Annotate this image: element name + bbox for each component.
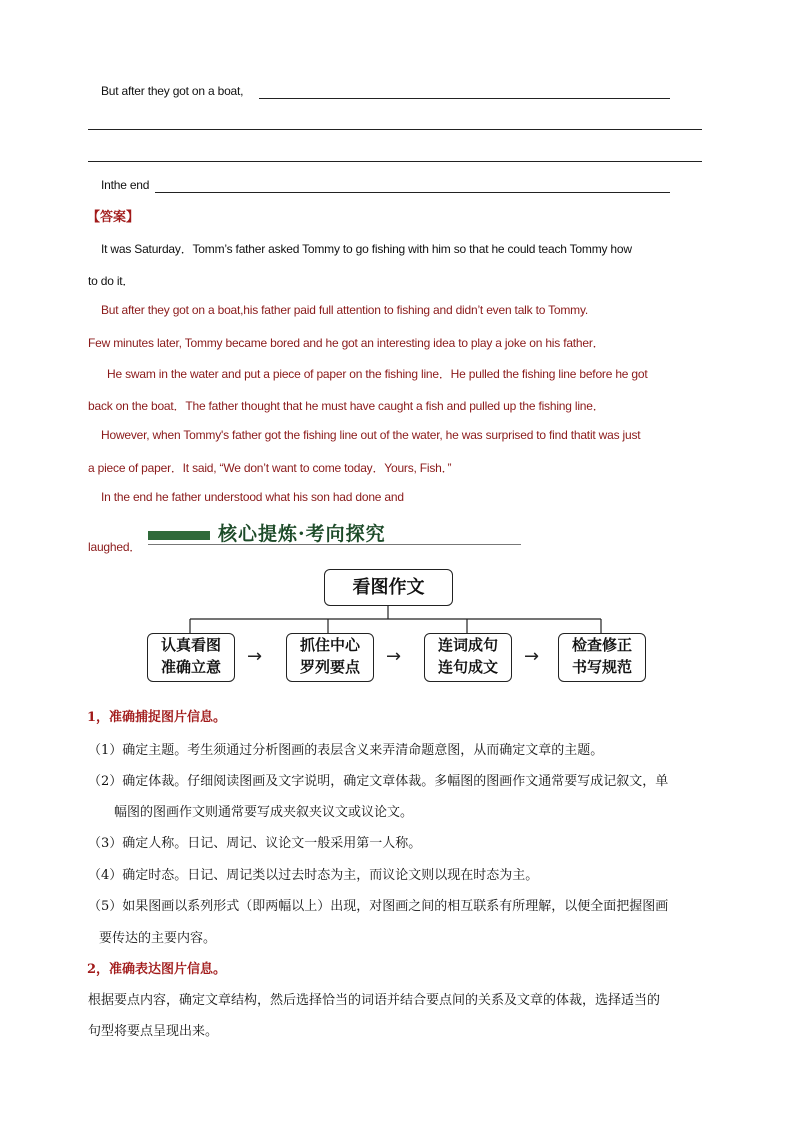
step-4-line1: 检查修正 xyxy=(571,636,632,654)
answer-p3-line2: back on the boat．The father thought that he must have caught a fish and pulled up the fishing line． xyxy=(88,399,605,413)
arrow-icon: → xyxy=(386,646,402,667)
section1-item: 幅图的图画作文则通常要写成夹叙夹议文或议论文。 xyxy=(114,805,414,820)
answer-p4-line2: a piece of paper．It said, “We don’t want to come today．Yours, Fish．” xyxy=(88,461,452,475)
arrow-icon: → xyxy=(524,646,540,667)
diagram-step-2 xyxy=(286,633,374,682)
section1-heading: 1，准确捕捉图片信息。 xyxy=(87,710,227,725)
answer-p3-line1: He swam in the water and put a piece of paper on the fishing line．He pulled the fishing line before he got xyxy=(107,367,648,381)
answer-p4-line1: However, when Tommy's father got the fishing line out of the water, he was surprised to find thatit was just xyxy=(101,428,641,442)
answer-label: 【答案】 xyxy=(87,210,140,225)
answer-p1-line2: to do it． xyxy=(88,274,135,288)
step-2-line2: 罗列要点 xyxy=(299,658,360,676)
end-prompt: Inthe end xyxy=(101,178,150,192)
arrow-icon: → xyxy=(247,646,263,667)
diagram-step-4 xyxy=(558,633,646,682)
answer-p2-line1: But after they got on a boat,his father paid full attention to fishing and didn’t even talk to Tommy. xyxy=(101,303,588,317)
diagram-step-1 xyxy=(147,633,235,682)
section2-heading: 2，准确表达图片信息。 xyxy=(87,962,227,977)
answer-p5-line2: laughed． xyxy=(88,540,142,554)
banner-title: 核心提炼·考向探究 xyxy=(218,523,386,545)
section1-item: （5）如果图画以系列形式（即两幅以上）出现，对图画之间的相互联系有所理解，以便全面把握图画 xyxy=(88,899,669,914)
step-3-line1: 连词成句 xyxy=(437,636,498,654)
step-1-line1: 认真看图 xyxy=(160,636,221,654)
answer-p1-line1: It was Saturday．Tomm’s father asked Tommy to go fishing with him so that he could teach Tommy how xyxy=(101,242,632,256)
section1-item: （1）确定主题。考生须通过分析图画的表层含义来弄清命题意图，从而确定文章的主题。 xyxy=(88,743,604,758)
boat-prompt: But after they got on a boat, xyxy=(101,84,244,98)
section1-item: （4）确定时态。日记、周记类以过去时态为主，而议论文则以现在时态为主。 xyxy=(88,868,539,883)
section1-item: （3）确定人称。日记、周记、议论文一般采用第一人称。 xyxy=(88,836,422,851)
step-2-line1: 抓住中心 xyxy=(299,636,360,654)
section1-item: （2）确定体裁。仔细阅读图画及文字说明，确定文章体裁。多幅图的图画作文通常要写成记叙文，单 xyxy=(88,774,669,789)
step-4-line2: 书写规范 xyxy=(571,658,632,676)
section2-body-line1: 根据要点内容，确定文章结构，然后选择恰当的词语并结合要点间的关系及文章的体裁，选择适当的 xyxy=(88,993,661,1008)
diagram-root-box: 看图作文 xyxy=(324,569,453,606)
answer-p5-line1: In the end he father understood what his son had done and xyxy=(101,490,404,504)
section1-item: 要传达的主要内容。 xyxy=(99,931,217,946)
step-1-line2: 准确立意 xyxy=(160,658,221,676)
diagram-step-3 xyxy=(424,633,512,682)
section2-body-line2: 句型将要点呈现出来。 xyxy=(88,1024,219,1039)
answer-p2-line2: Few minutes later, Tommy became bored and he got an interesting idea to play a joke on his father． xyxy=(88,336,605,350)
step-3-line2: 连句成文 xyxy=(437,658,498,676)
